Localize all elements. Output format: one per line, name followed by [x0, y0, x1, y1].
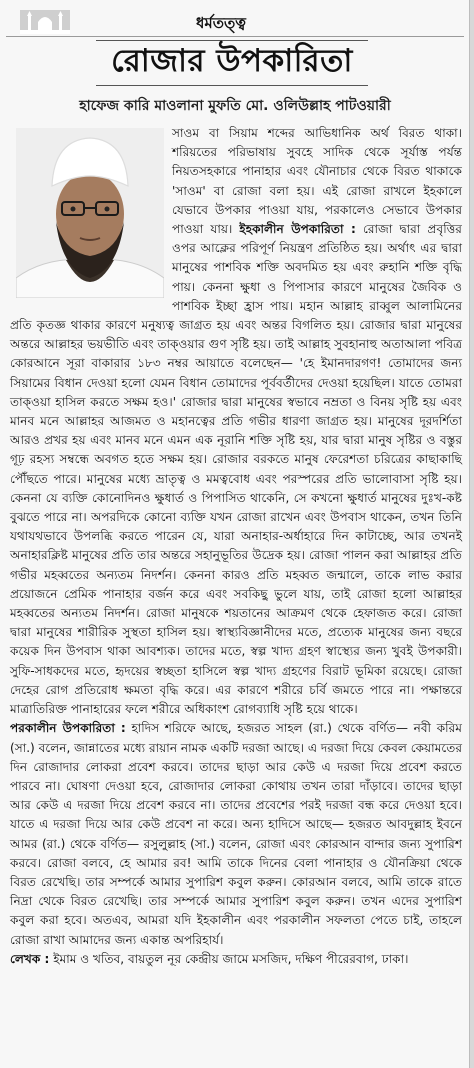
intro-paragraph: সাওম বা সিয়াম শব্দের আভিধানিক অর্থ বিরত থাকা। শরিয়তের পরিভাষায় সুবহে সাদিক থেকে সূর্যাস্ত পর্যন্ত নিয়তসহকারে পানাহার এবং যৌনাচার থেকে বিরত থাকাকে 'সাওম' বা রোজা বলা হয়। এই রোজা রাখলে ইহকালে যেভাবে উপকার পাওয়া যায়, পরকালেও সেভাবে উপকার পাওয়া যায়।: [172, 126, 462, 237]
worldly-benefits-text: রোজা দ্বারা প্রবৃত্তির ওপর আক্লের পরিপূর্ণ নিয়ন্ত্রণ প্রতিষ্ঠিত হয়। অর্থাৎ এর দ্বারা মানুষের পাশবিক শক্তি অবদমিত হয় এবং রুহানি শক্তি বৃদ্ধি পায়। কেননা ক্ষুধা ও পিপাসার কারণে মানুষের জৈবিক ও পাশবিক ইচ্ছা হ্রাস পায়। মহান আল্লাহ রাব্বুল আলামিনের প্রতি কৃতজ্ঞ থাকার কারণে মনুষ্যত্ব জাগ্রত হয় এবং অন্তর বিগলিত হয়। রোজার দ্বারা মানুষের অন্তরে আল্লাহর ভয়ভীতি এবং তাক্ওয়ার গুণ সৃষ্টি হয়। তাই আল্লাহ সুবহানাহু অতাআলা পবিত্র কোরআনে সূরা বাকারার ১৮৩ নম্বর আয়াতে বলেছেন— 'হে ইমানদারগণ! তোমাদের জন্য সিয়ামের বিধান দেওয়া হলো যেমন বিধান তোমাদের পূর্ববর্তীদের দেওয়া হয়েছিল। যাতে তোমরা তাক্ওয়া হাসিল করতে সক্ষম হও।' রোজার দ্বারা মানুষের স্বভাবে নম্রতা ও বিনয় সৃষ্টি হয় এবং মানব মনে আল্লাহর আজমত ও মহানত্বের প্রতি গভীর ধারণা জাগ্রত হয়। মানুষের দূরদর্শিতা আরও প্রখর হয় এবং মানব মনে এমন এক নূরানি শক্তি সৃষ্টি হয়, যার দ্বারা মানুষ সৃষ্টির ও বস্তুর গূঢ় রহস্য সম্বন্ধে অবগত হতে সক্ষম হয়। রোজার বরকতে মানুষ ফেরেশতা চরিত্রের কাছাকাছি পৌঁছতে পারে। মানুষের মধ্যে ভ্রাতৃত্ব ও মমত্ববোধ এবং পরস্পরের প্রতি ভালোবাসা সৃষ্টি হয়। কেননা যে ব্যক্তি কোনোদিনও ক্ষুধার্ত ও পিপাসিত থাকেনি, সে কখনো ক্ষুধার্ত মানুষের দুঃখ-কষ্ট বুঝতে পারে না। অপরদিকে কোনো ব্যক্তি যখন রোজা রাখেন এবং উপবাস থাকেন, তখন তিনি যথাযথভাবে উপলব্ধি করতে পারেন যে, যারা অনাহার-অর্ধাহারে দিন কাটাচ্ছে, আর তখনই অনাহারক্লিষ্ট মানুষের প্রতি তার অন্তরে সহানুভূতির উদ্রেক হয়। রোজা পালন করা আল্লাহর প্রতি গভীর মহব্বতের অন্যতম নিদর্শন। কেননা কারও প্রতি মহব্বত জন্মালে, তাকে লাভ করার প্রয়োজনে প্রেমিক পানাহার বর্জন করে এবং সবকিছু ভুলে যায়, তাই রোজা হলো আল্লাহর মহব্বতের অন্যতম নিদর্শন। রোজা মানুষকে শয়তানের আক্রমণ থেকে হেফাজত করে। রোজা দ্বারা মানুষের শারীরিক সুস্থতা হাসিল হয়। স্বাস্থ্যবিজ্ঞানীদের মতে, প্রত্যেক মানুষের জন্য বছরে কয়েক দিন উপবাস থাকা আবশ্যক। তাদের মতে, স্বল্প খাদ্য গ্রহণ স্বাস্থ্যের জন্য খুবই উপকারী। সুফি-সাধকদের মতে, হৃদয়ের স্বচ্ছতা হাসিলে স্বল্প খাদ্য গ্রহণের বিরাট ভূমিকা রয়েছে। রোজা দেহের রোগ প্রতিরোধ ক্ষমতা বৃদ্ধি করে। এর কারণে শরীরে চর্বি জমতে পারে না। পক্ষান্তরে মাত্রাতিরিক্ত পানাহারের ফলে শরীরে অধিকাংশ রোগব্যাধি সৃষ্টি হয়ে থাকে।: [10, 222, 462, 717]
article-author: হাফেজ কারি মাওলানা মুফতি মো. ওলিউল্লাহ পাটওয়ারী: [79, 98, 391, 114]
article-title: রোজার উপকারিতা: [111, 43, 353, 79]
afterlife-benefits-text: হাদিস শরিফে আছে, হজরত সাহল (রা.) থেকে বর্ণিত— নবী করিম (সা.) বলেন, জান্নাতের মধ্যে রায়ান নামক একটি দরজা আছে। এ দরজা দিয়ে কেবল কেয়ামতের দিন রোজাদার লোকরা প্রবেশ করবে। তাদের ছাড়া আর কেউ এ দরজা দিয়ে প্রবেশ করতে পারবে না। ঘোষণা দেওয়া হবে, রোজাদার লোকরা কোথায় তখন তারা দাঁড়াবে। তাদের ছাড়া আর কেউ এ দরজা দিয়ে প্রবেশ করবে না। তাদের প্রবেশের পরই দরজা বন্ধ করে দেওয়া হবে। যাতে এ দরজা দিয়ে আর কেউ প্রবেশ না করে। অন্য হাদিসে আছে— হজরত আবদুল্লাহ ইবনে আমর (রা.) থেকে বর্ণিত— রসুলুল্লাহ (সা.) বলেন, রোজা এবং কোরআন বান্দার জন্য সুপারিশ করবে। রোজা বলবে, হে আমার রব! আমি তাকে দিনের বেলা পানাহার ও যৌনক্রিয়া থেকে বিরত রেখেছি। তার সম্পর্কে আমার সুপারিশ কবুল করুন। কোরআন বলবে, আমি তাকে রাতে নিদ্রা থেকে বিরত রেখেছি। তার সম্পর্কে আমার সুপারিশ কবুল করুন। তখন এদের সুপারিশ কবুল করা হবে। অতএব, আমরা যদি ইহকালীন এবং পরকালীন সফলতা পেতে চাই, তাহলে রোজা রাখা আমাদের জন্য একান্ত অপরিহার্য।: [10, 721, 462, 947]
section-label: ধর্মতত্ত্ব: [196, 14, 246, 32]
headline-box: [96, 40, 368, 86]
page-edge: [469, 0, 474, 1068]
section-header: [6, 8, 464, 37]
worldly-benefits-heading: ইহকালীন উপকারিতা :: [239, 222, 356, 237]
writer-info: ইমাম ও খতিব, বায়তুল নূর কেন্দ্রীয় জামে মসজিদ, দক্ষিণ পীরেরবাগ, ঢাকা।: [53, 951, 409, 966]
article-body: [10, 124, 462, 969]
writer-label: লেখক :: [10, 951, 50, 966]
afterlife-benefits-heading: পরকালীন উপকারিতা :: [10, 721, 126, 736]
photo-wrap-space: [10, 124, 172, 306]
mosque-icon: [20, 10, 70, 34]
